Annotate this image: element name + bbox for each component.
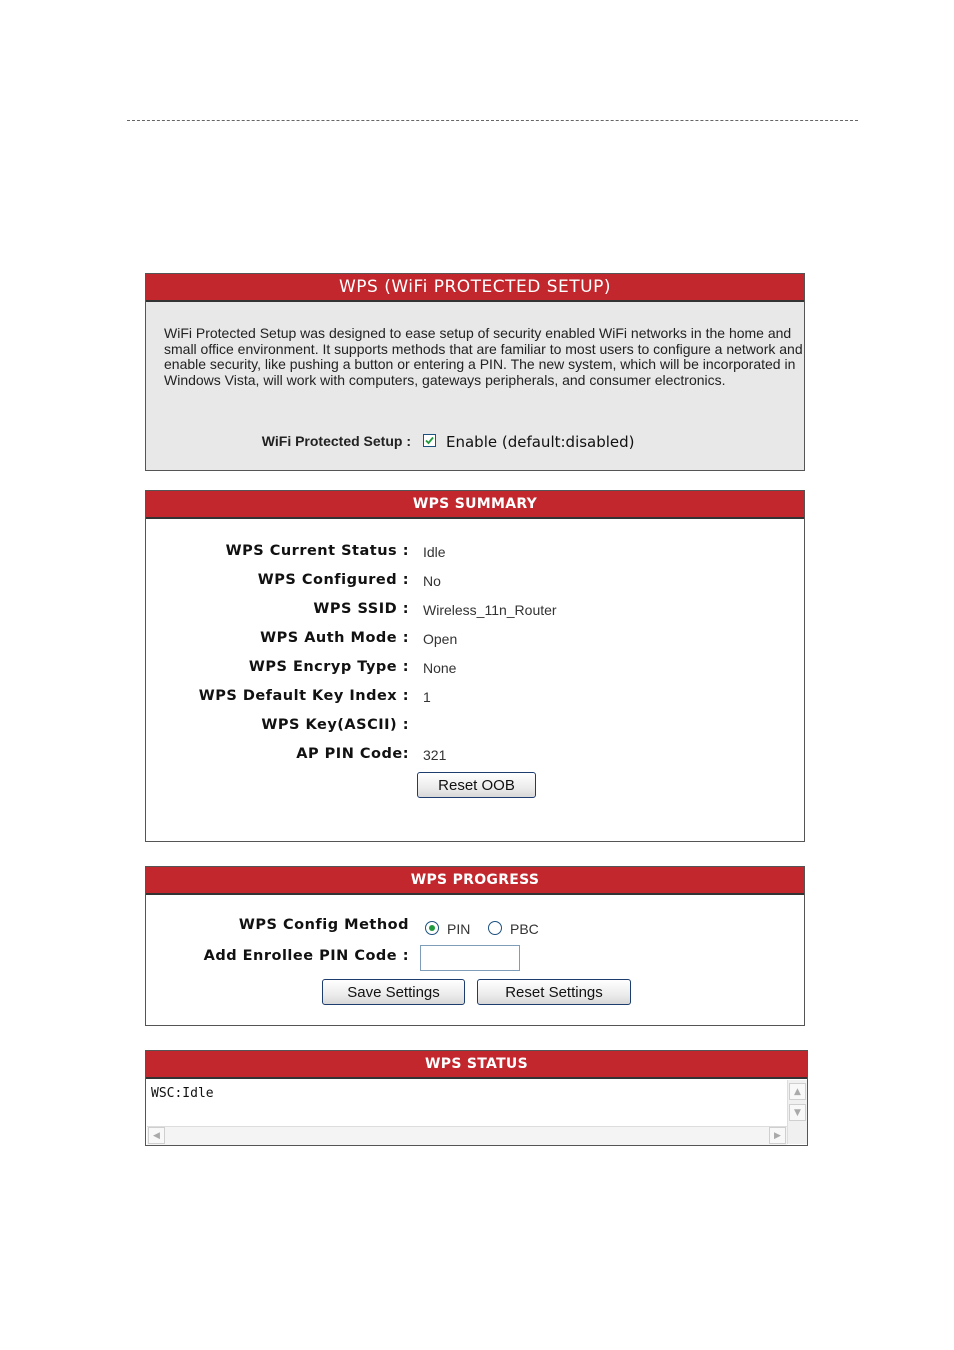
- enrollee-pin-input[interactable]: [420, 945, 520, 971]
- wps-summary-panel: [145, 490, 805, 842]
- wps-status-textarea[interactable]: WSC:Idle: [151, 1086, 214, 1101]
- wps-enable-row: [146, 431, 804, 453]
- reset-settings-button[interactable]: Reset Settings: [477, 979, 631, 1005]
- summary-label: WPS Key(ASCII) :: [261, 717, 409, 733]
- wps-setup-panel: [145, 273, 805, 471]
- status-horizontal-scrollbar[interactable]: [147, 1126, 787, 1145]
- wps-status-panel: [145, 1050, 808, 1146]
- summary-row-current-status: [146, 543, 804, 565]
- wps-progress-panel: [145, 866, 805, 1026]
- scroll-left-icon[interactable]: ◀: [148, 1127, 165, 1144]
- summary-row-ap-pin-code: [146, 746, 804, 768]
- summary-row-encryp-type: [146, 659, 804, 681]
- summary-label: WPS Configured :: [257, 572, 409, 588]
- radio-selected-dot: [429, 925, 435, 931]
- summary-value: 321: [423, 747, 447, 763]
- wps-setup-title: WPS (WiFi PROTECTED SETUP): [146, 274, 804, 302]
- scroll-right-icon[interactable]: ▶: [769, 1127, 786, 1144]
- wps-enable-checkbox[interactable]: [423, 434, 436, 447]
- status-vertical-scrollbar[interactable]: [787, 1080, 807, 1144]
- summary-row-configured: [146, 572, 804, 594]
- config-method-row: [146, 917, 804, 939]
- reset-oob-button[interactable]: Reset OOB: [417, 772, 536, 798]
- summary-value: 1: [423, 689, 431, 705]
- summary-label: WPS Encryp Type :: [248, 659, 409, 675]
- wps-enable-checkbox-label: Enable (default:disabled): [446, 433, 635, 451]
- summary-label: WPS Current Status :: [225, 543, 409, 559]
- wps-enable-label: WiFi Protected Setup :: [261, 433, 411, 449]
- summary-value: Idle: [423, 544, 446, 560]
- summary-row-ssid: [146, 601, 804, 623]
- wps-description: WiFi Protected Setup was designed to ease setup of security enabled WiFi networks in the home and small office environment. It supports methods that are familiar to most users to configure a network and enable security, like pushing a button or entering a PIN. The new system, which will be incorporated in Windows Vista, will work with computers, gateways peripherals, and consumer electronics.: [164, 325, 803, 388]
- summary-value: Open: [423, 631, 458, 647]
- wps-progress-title: WPS PROGRESS: [146, 867, 804, 895]
- scroll-down-icon[interactable]: ▼: [789, 1104, 806, 1121]
- summary-label: WPS SSID :: [313, 601, 409, 617]
- summary-row-auth-mode: [146, 630, 804, 652]
- summary-label: WPS Auth Mode :: [260, 630, 409, 646]
- summary-label: AP PIN Code:: [296, 746, 409, 762]
- pin-code-label: Add Enrollee PIN Code :: [203, 948, 409, 964]
- summary-row-default-key-index: [146, 688, 804, 710]
- radio-pin[interactable]: [425, 921, 439, 935]
- radio-pin-label: PIN: [447, 921, 471, 937]
- summary-value: Wireless_11n_Router: [423, 602, 557, 618]
- radio-pbc-label: PBC: [510, 921, 539, 937]
- scroll-up-icon[interactable]: ▲: [789, 1083, 806, 1100]
- summary-label: WPS Default Key Index :: [198, 688, 409, 704]
- wps-summary-title: WPS SUMMARY: [146, 491, 804, 519]
- top-dashed-rule: [127, 120, 858, 121]
- radio-pbc[interactable]: [488, 921, 502, 935]
- save-settings-button[interactable]: Save Settings: [322, 979, 465, 1005]
- summary-value: None: [423, 660, 457, 676]
- checkmark-icon: [424, 435, 435, 446]
- summary-row-key-ascii: [146, 717, 804, 739]
- wps-status-title: WPS STATUS: [146, 1051, 807, 1079]
- config-method-label: WPS Config Method: [238, 917, 409, 933]
- summary-value: No: [423, 573, 441, 589]
